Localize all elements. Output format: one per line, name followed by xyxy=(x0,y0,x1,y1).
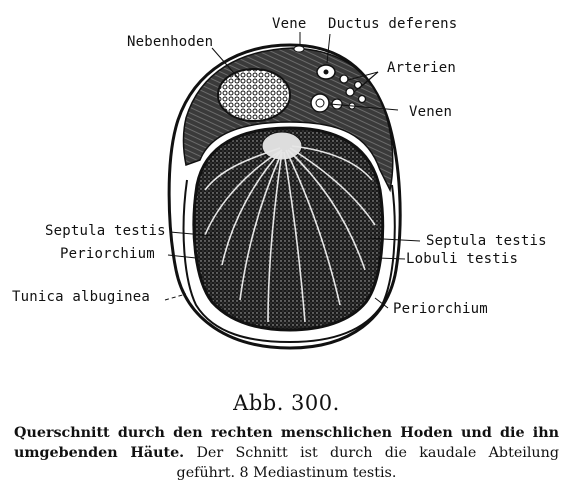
artery-4 xyxy=(359,96,366,103)
label-periorchium-right: Periorchium xyxy=(393,301,488,317)
label-tunica-albuginea: Tunica albuginea xyxy=(12,289,151,305)
label-arterien: Arterien xyxy=(387,60,457,76)
label-periorchium-left: Periorchium xyxy=(60,246,155,262)
artery-3 xyxy=(355,82,362,89)
caption-normal: Der Schnitt ist durch die kaudale Abteilung geführt. 8 Mediastinum testis. xyxy=(176,445,559,481)
vene-vessel xyxy=(294,46,304,52)
figure-number: Abb. 300. xyxy=(233,391,340,415)
artery-2 xyxy=(346,88,354,96)
figure-caption xyxy=(14,423,559,483)
label-ductus-deferens: Ductus deferens xyxy=(328,16,458,32)
label-vene: Vene xyxy=(272,16,307,32)
artery-1 xyxy=(340,75,348,83)
caption-bold: Querschnitt durch den rechten menschlichen Hoden und die ihn umgebenden Häute. xyxy=(14,425,559,461)
label-septula-testis-right: Septula testis xyxy=(426,233,547,249)
label-lobuli-testis: Lobuli testis xyxy=(406,251,519,267)
epididymis xyxy=(218,69,290,121)
label-septula-testis-left: Septula testis xyxy=(45,223,166,239)
label-nebenhoden: Nebenhoden xyxy=(127,34,214,50)
label-venen: Venen xyxy=(409,104,453,120)
vein-1 xyxy=(311,94,329,112)
